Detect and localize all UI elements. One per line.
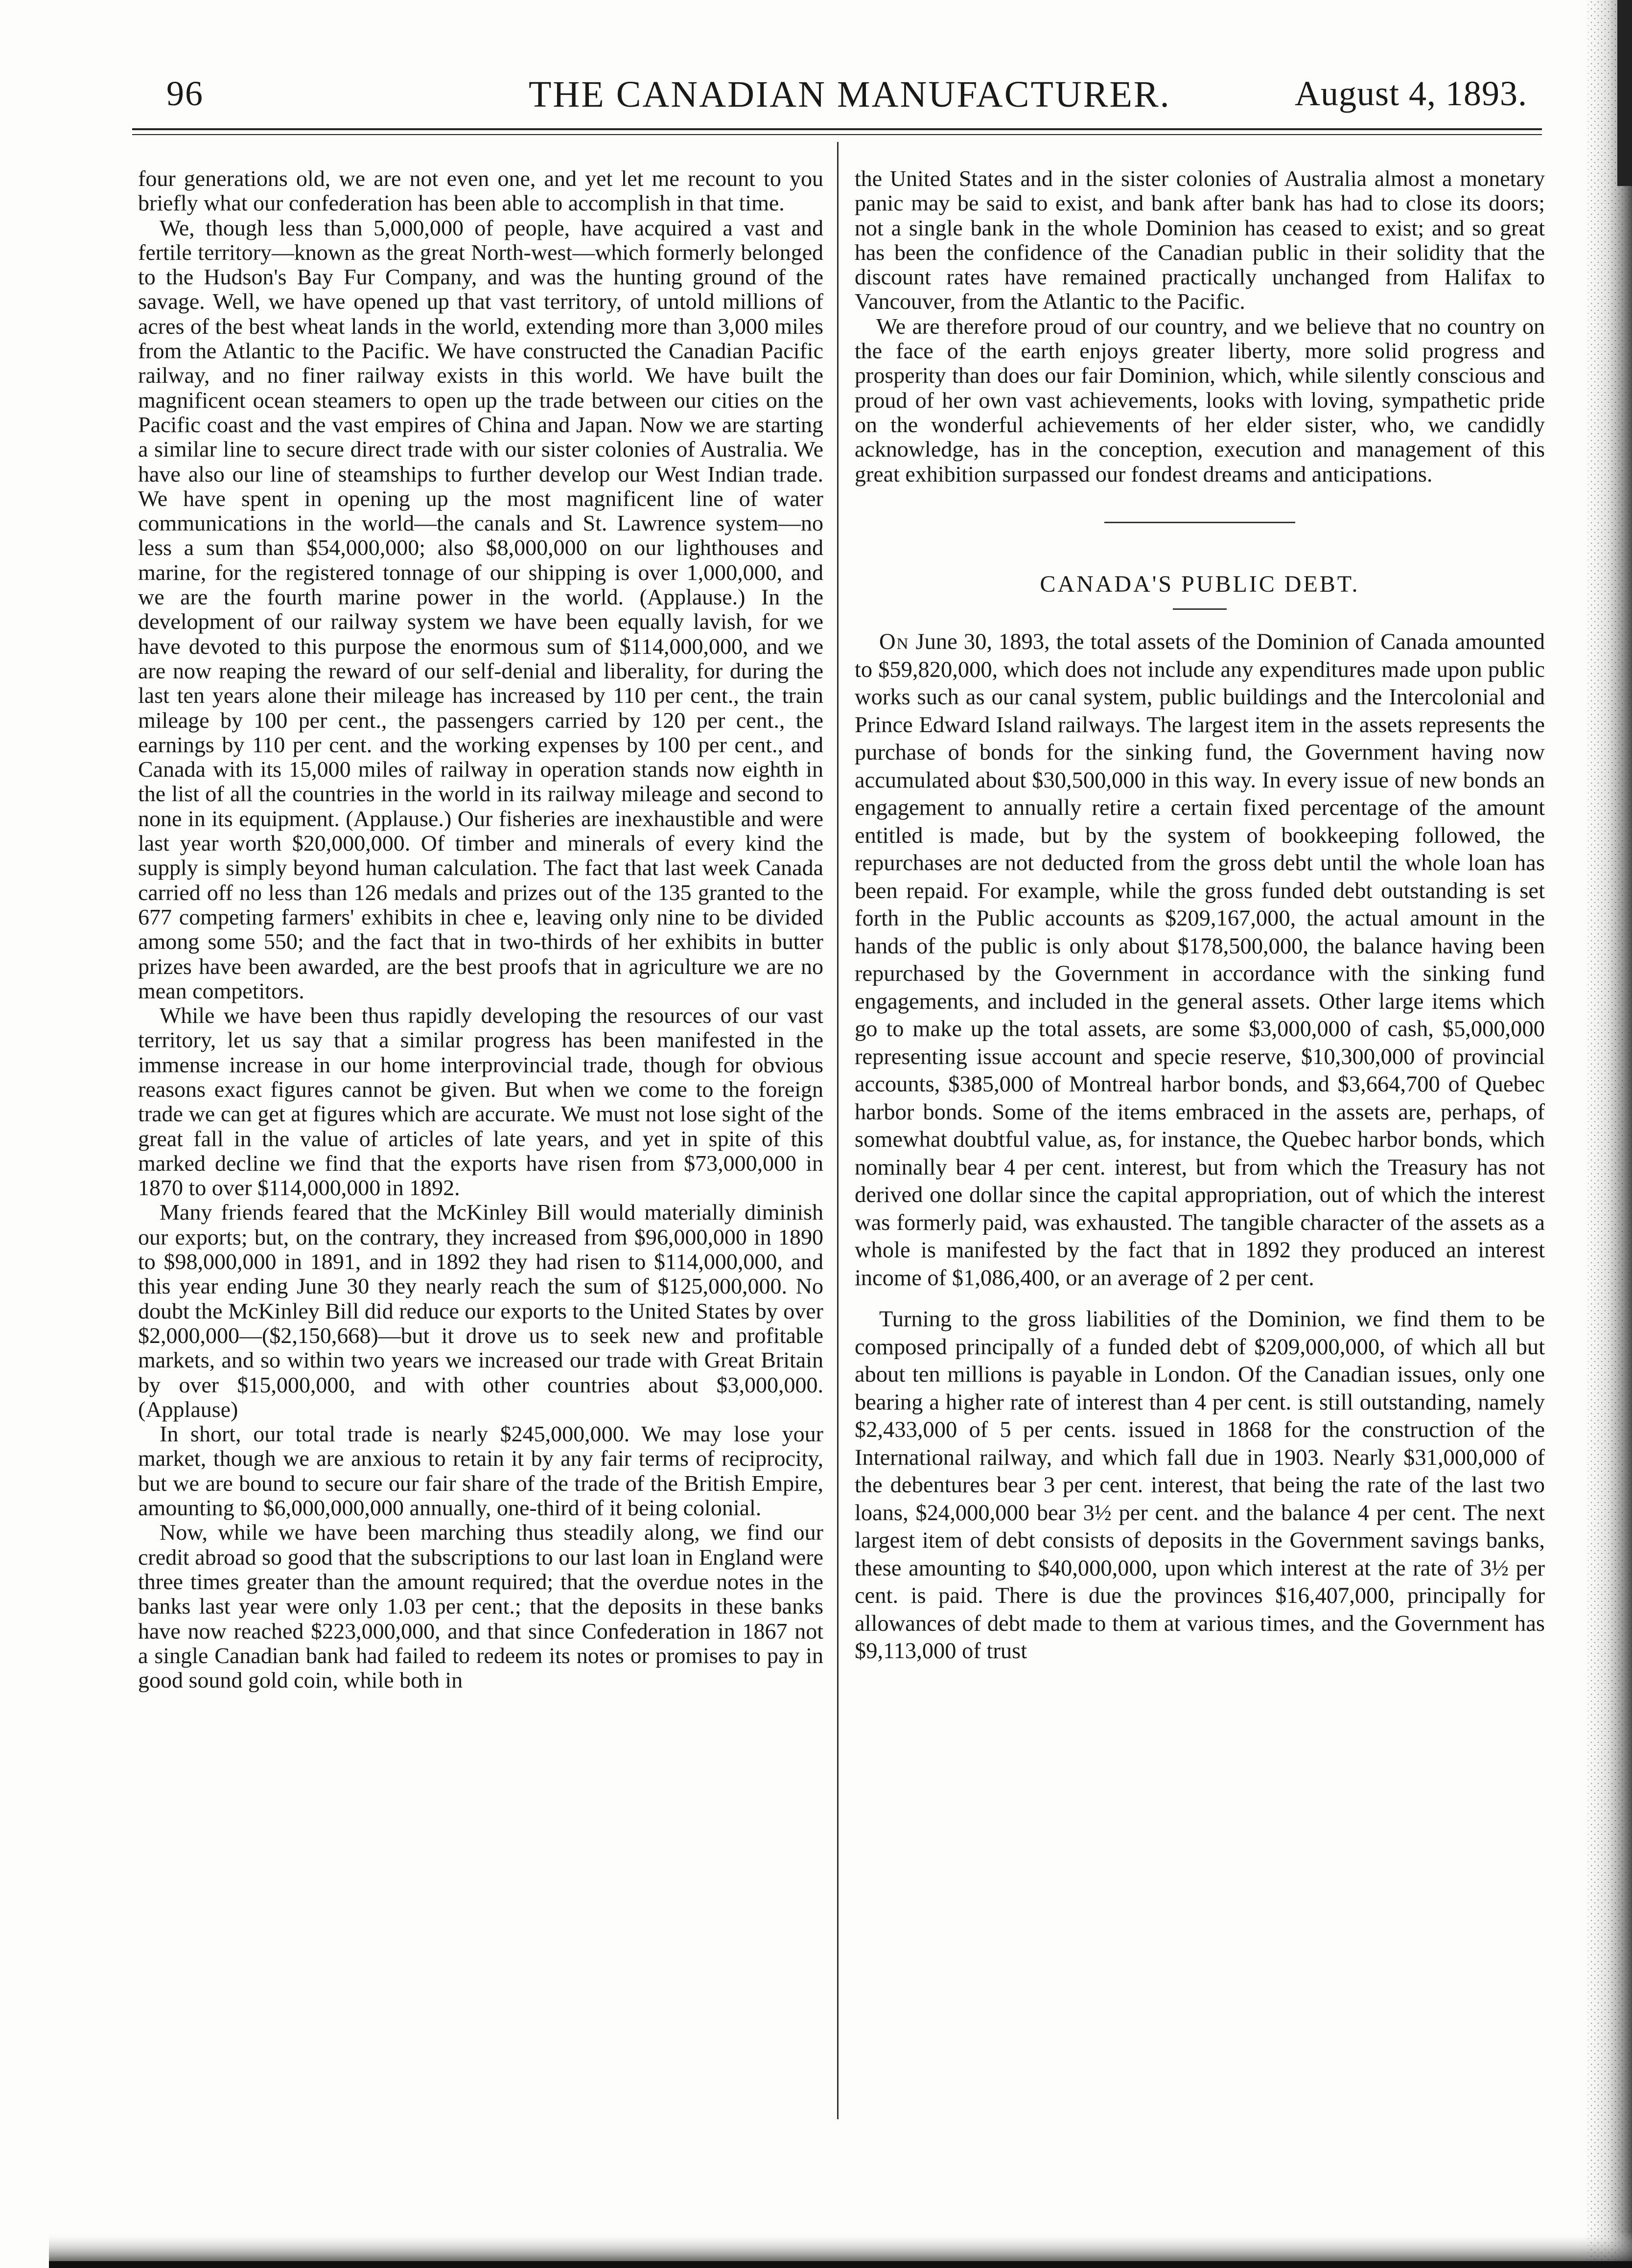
header-rule-thin	[132, 134, 1542, 135]
left-column	[138, 166, 823, 1692]
section-paragraph: Turning to the gross liabilities of the Dominion, we find them to be composed principally of a funded debt of $209,000,000, of which all but about ten millions is payable in London. Of the Canadian issues, only one bearing a higher rate of interest than 4 per cent. is still outstanding, namely $2,433,000 of 5 per cents. issued in 1868 for the construction of the International railway, and which fall due in 1903. Nearly $31,000,000 of the debentures bear 3 per cent. interest, that being the rate of the last two loans, $24,000,000 bear 3½ per cent. and the balance 4 per cent. The next largest item of debt consists of deposits in the Government savings banks, these amounting to $40,000,000, upon which interest at the rate of 3½ per cent. is paid. There is due the provinces $16,407,000, principally for allowances of debt made to them at various times, and the Government has $9,113,000 of trust	[855, 1307, 1545, 1664]
paragraph: Now, while we have been marching thus steadily along, we find our credit abroad so good that the subscriptions to our last loan in England were three times greater than the amount required; that the overdue notes in the banks last year were only 1.03 per cent.; that the deposits in these banks have now reached $223,000,000, and that since Confederation in 1867 not a single Canadian bank had failed to redeem its notes or promises to pay in good sound gold coin, while both in	[138, 1520, 823, 1693]
right-column	[855, 166, 1545, 1666]
journal-title: THE CANADIAN MANUFACTURER.	[529, 74, 1171, 115]
section-body	[855, 628, 1545, 1666]
column-divider	[837, 142, 839, 2119]
page-header	[127, 69, 1547, 122]
section-lead-word: On	[879, 629, 909, 655]
paragraph: We are therefore proud of our country, and we believe that no country on the face of the earth enjoys greater liberty, more solid progress and prosperity than does our fair Dominion, which, while silently conscious and proud of her own vast achievements, looks with loving, sympathetic pride on the wonderful achievements of her elder sister, who, we candidly acknowledge, has in the conception, execution and management of this great exhibition surpassed our fondest dreams and anticipations.	[855, 313, 1545, 486]
paragraph: While we have been thus rapidly developing the resources of our vast territory, let us say that a similar progress has been manifested in the immense increase in our home interprovincial trade, though for obvious reasons exact figures cannot be given. But when we come to the foreign trade we can get at figures which are accurate. We must not lose sight of the great fall in the value of articles of late years, and yet in spite of this marked decline we find that the exports have risen from $73,000,000 in 1870 to over $114,000,000 in 1892.	[138, 1003, 823, 1201]
paragraph: In short, our total trade is nearly $245,000,000. We may lose your market, though we are anxious to retain it by any fair terms of reciprocity, but we are bound to secure our fair share of the trade of the British Empire, amounting to $6,000,000,000 annually, one-third of it being colonial.	[138, 1421, 823, 1521]
scan-edge-shadow	[1549, 0, 1632, 2268]
section-separator-rule	[1104, 522, 1295, 523]
section-title: CANADA'S PUBLIC DEBT.	[1040, 571, 1360, 597]
section-paragraph	[855, 628, 1545, 1292]
paragraph: four generations old, we are not even one, and yet let me recount to you briefly what our confederation has been able to accomplish in that time.	[138, 166, 823, 216]
paragraph: Many friends feared that the McKinley Bill would materially diminish our exports; but, on the contrary, they increased from $96,000,000 in 1890 to $98,000,000 in 1891, and in 1892 they had risen to $114,000,000, and this year ending June 30 they nearly reach the sum of $125,000,000. No doubt the McKinley Bill did reduce our exports to the United States by over $2,000,000—($2,150,668)—but it drove us to seek new and profitable markets, and so within two years we increased our trade with Great Britain by over $15,000,000, and with other countries about $3,000,000. (Applause)	[138, 1200, 823, 1422]
page-number: 96	[166, 74, 204, 113]
section-title-rule	[1173, 608, 1227, 610]
header-rule	[132, 128, 1542, 130]
section-paragraph-text: June 30, 1893, the total assets of the Dominion of Canada amounted to $59,820,000, which does not include any expenditures made upon public works such as our canal system, public buildings and the Intercolonial and Prince Edward Island railways. The largest item in the assets represents the purchase of bonds for the sinking fund, the Government having now accumulated about $30,500,000 in this way. In every issue of new bonds an engagement to annually retire a certain fixed percentage of the amount entitled is made, but by the system of bookkeeping followed, the repurchases are not deducted from the gross debt until the whole loan has been repaid. For example, while the gross funded debt outstanding is set forth in the Public accounts as $209,167,000, the actual amount in the hands of the public is only about $178,500,000, the balance having been repurchased by the Government in accordance with the sinking fund engagements, and included in the general assets. Other large items which go to make up the total assets, are some $3,000,000 of cash, $5,000,000 representing issue account and specie reserve, $10,300,000 of provincial accounts, $385,000 of Montreal harbor bonds, and $3,664,700 of Quebec harbor bonds. Some of the items embraced in the assets are, perhaps, of somewhat doubtful value, as, for instance, the Quebec harbor bonds, which nominally bear 4 per cent. interest, but from which the Treasury has not derived one dollar since the capital appropriation, out of which the interest was formerly paid, was exhausted. The tangible character of the assets as a whole is manifested by the fact that in 1892 they produced an interest income of $1,086,400, or an average of 2 per cent.	[855, 629, 1545, 1291]
paragraph: We, though less than 5,000,000 of people, have acquired a vast and fertile territory—known as the great North-west—which formerly belonged to the Hudson's Bay Fur Company, and was the hunting ground of the savage. Well, we have opened up that vast territory, of untold millions of acres of the best wheat lands in the world, extending more than 3,000 miles from the Atlantic to the Pacific. We have constructed the Canadian Pacific railway, and no finer railway exists in this world. We have built the magnificent ocean steamers to open up the trade between our cities on the Pacific coast and the vast empires of China and Japan. Now we are starting a similar line to secure direct trade with our sister colonies of Australia. We have also our line of steamships to further develop our West Indian trade. We have spent in opening up the most magnificent line of water communications in the world—the canals and St. Lawrence system—no less a sum than $54,000,000; also $8,000,000 on our lighthouses and marine, for the registered tonnage of our shipping is over 1,000,000, and we are the fourth marine power in the world. (Applause.) In the development of our railway system we have been equally lavish, for we have devoted to this purpose the enormous sum of $114,000,000, and we are now reaping the reward of our self-denial and liberality, for during the last ten years alone their mileage has increased by 110 per cent., the train mileage by 100 per cent., the passengers carried by 120 per cent., the earnings by 110 per cent. and the working expenses by 100 per cent., and Canada with its 15,000 miles of railway in operation stands now eighth in the list of all the countries in the world in its railway mileage and second to none in its equipment. (Applause.) Our fisheries are inexhaustible and were last year worth $20,000,000. Of timber and minerals of every kind the supply is simply beyond human calculation. The fact that last week Canada carried off no less than 126 medals and prizes out of the 135 granted to the 677 competing farmers' exhibits in chee e, leaving only nine to be divided among some 550; and the fact that in two-thirds of her exhibits in butter prizes have been awarded, are the best proofs that in agriculture we are no mean competitors.	[138, 215, 823, 1003]
paragraph: the United States and in the sister colonies of Australia almost a monetary panic may be said to exist, and bank after bank has had to close its doors; not a single bank in the whole Dominion has ceased to exist; and so great has been the confidence of the Canadian public in their solidity that the discount rates have remained practically unchanged from Halifax to Vancouver, from the Atlantic to the Pacific.	[855, 166, 1545, 314]
issue-date: August 4, 1893.	[1294, 74, 1527, 113]
scan-bottom-shadow	[49, 2212, 1632, 2268]
